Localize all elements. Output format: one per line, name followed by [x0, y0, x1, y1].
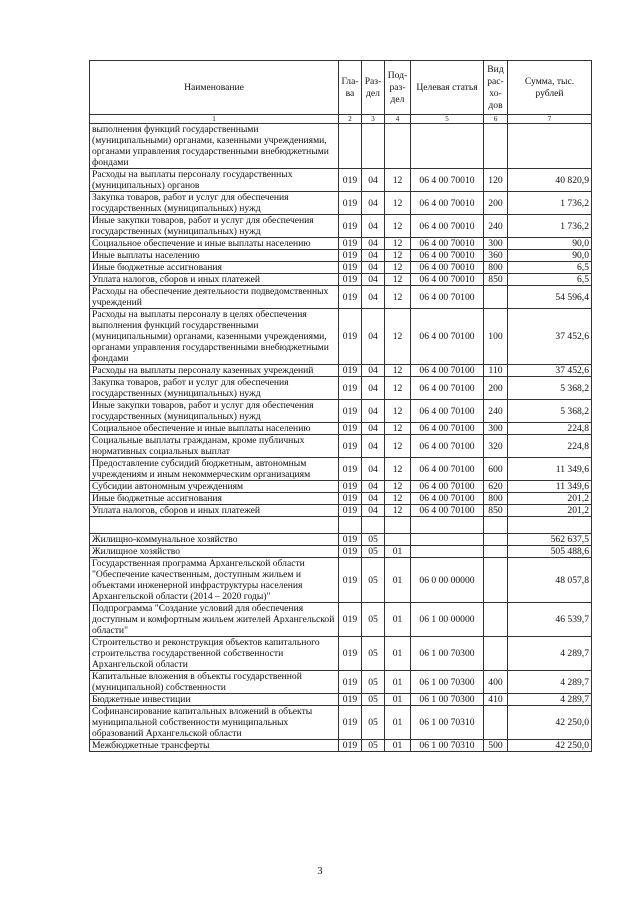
- row-podrazdel: 01: [385, 740, 411, 752]
- row-sum: 505 488,6: [508, 546, 592, 558]
- row-sum: 42 250,0: [508, 706, 592, 740]
- row-sum: 6,5: [508, 262, 592, 274]
- row-podrazdel: 01: [385, 637, 411, 671]
- row-glava: [339, 517, 362, 534]
- header-name: Наименование: [90, 61, 339, 115]
- row-razdel: 04: [362, 458, 385, 481]
- table-body: [90, 124, 592, 752]
- row-razdel: 04: [362, 365, 385, 377]
- row-podrazdel: 12: [385, 365, 411, 377]
- row-expense-type: 240: [484, 400, 508, 423]
- row-glava: 019: [339, 309, 362, 365]
- row-sum: 11 349,6: [508, 458, 592, 481]
- row-target-article: 06 4 00 70100: [411, 309, 484, 365]
- row-expense-type: [484, 286, 508, 309]
- row-glava: 019: [339, 534, 362, 546]
- table-row: [90, 435, 592, 458]
- row-target-article: 06 4 00 70010: [411, 250, 484, 262]
- row-razdel: 05: [362, 740, 385, 752]
- row-glava: 019: [339, 365, 362, 377]
- row-glava: 019: [339, 215, 362, 238]
- row-expense-type: [484, 558, 508, 603]
- row-sum: 11 349,6: [508, 481, 592, 493]
- row-target-article: 06 1 00 70300: [411, 637, 484, 671]
- table-row: [90, 505, 592, 517]
- row-sum: [508, 124, 592, 169]
- row-sum: [508, 517, 592, 534]
- row-name: Расходы на обеспечение деятельности подведомственных учреждений: [90, 286, 339, 309]
- row-name: Иные бюджетные ассигнования: [90, 493, 339, 505]
- table-row: [90, 603, 592, 637]
- column-number: 4: [385, 115, 411, 124]
- row-expense-type: 300: [484, 238, 508, 250]
- table-row: [90, 250, 592, 262]
- header-sum: Сумма, тыс. рублей: [508, 61, 592, 115]
- column-number: 7: [508, 115, 592, 124]
- row-target-article: 06 4 00 70100: [411, 493, 484, 505]
- row-name: Бюджетные инвестиции: [90, 694, 339, 706]
- row-expense-type: [484, 534, 508, 546]
- table-row: [90, 481, 592, 493]
- row-podrazdel: 12: [385, 238, 411, 250]
- row-target-article: 06 4 00 70010: [411, 215, 484, 238]
- row-target-article: 06 4 00 70010: [411, 274, 484, 286]
- row-expense-type: 320: [484, 435, 508, 458]
- row-name: Иные выплаты населению: [90, 250, 339, 262]
- row-target-article: 06 4 00 70010: [411, 238, 484, 250]
- row-sum: 90,0: [508, 250, 592, 262]
- row-razdel: 04: [362, 250, 385, 262]
- table-row: [90, 493, 592, 505]
- row-name: Капитальные вложения в объекты государственной (муниципальной) собственности: [90, 671, 339, 694]
- row-podrazdel: 12: [385, 435, 411, 458]
- table-row: [90, 423, 592, 435]
- row-podrazdel: 12: [385, 262, 411, 274]
- row-sum: 1 736,2: [508, 215, 592, 238]
- row-sum: 201,2: [508, 505, 592, 517]
- table-row: [90, 238, 592, 250]
- row-glava: 019: [339, 286, 362, 309]
- header-expense-type: Вид рас-хо-дов: [484, 61, 508, 115]
- table-row: [90, 192, 592, 215]
- row-razdel: [362, 517, 385, 534]
- table-row: [90, 286, 592, 309]
- row-glava: 019: [339, 706, 362, 740]
- row-podrazdel: 12: [385, 192, 411, 215]
- row-sum: 6,5: [508, 274, 592, 286]
- row-sum: 224,8: [508, 435, 592, 458]
- row-glava: 019: [339, 435, 362, 458]
- row-expense-type: 240: [484, 215, 508, 238]
- row-target-article: 06 4 00 70100: [411, 377, 484, 400]
- row-sum: 48 057,8: [508, 558, 592, 603]
- row-podrazdel: 01: [385, 694, 411, 706]
- row-podrazdel: 12: [385, 286, 411, 309]
- row-razdel: 04: [362, 169, 385, 192]
- row-target-article: [411, 546, 484, 558]
- row-glava: 019: [339, 546, 362, 558]
- header-glava: Гла-ва: [339, 61, 362, 115]
- row-expense-type: 110: [484, 365, 508, 377]
- row-podrazdel: [385, 534, 411, 546]
- row-razdel: 04: [362, 377, 385, 400]
- row-razdel: 05: [362, 603, 385, 637]
- row-glava: 019: [339, 169, 362, 192]
- row-podrazdel: 12: [385, 377, 411, 400]
- row-target-article: 06 4 00 70100: [411, 423, 484, 435]
- row-sum: 224,8: [508, 423, 592, 435]
- table-row: [90, 215, 592, 238]
- row-target-article: 06 4 00 70100: [411, 505, 484, 517]
- row-target-article: 06 4 00 70100: [411, 435, 484, 458]
- row-podrazdel: 01: [385, 558, 411, 603]
- row-expense-type: 850: [484, 505, 508, 517]
- row-name: Жилищно-коммунальное хозяйство: [90, 534, 339, 546]
- row-name: Софинансирование капитальных вложений в объекты муниципальной собственности муниципальных образований Архангельской области: [90, 706, 339, 740]
- row-name: Расходы на выплаты персоналу государственных (муниципальных) органов: [90, 169, 339, 192]
- row-target-article: 06 4 00 70100: [411, 365, 484, 377]
- row-glava: 019: [339, 481, 362, 493]
- header-target-article: Целевая статья: [411, 61, 484, 115]
- row-razdel: 05: [362, 546, 385, 558]
- row-glava: 019: [339, 377, 362, 400]
- row-sum: 5 368,2: [508, 377, 592, 400]
- page-number: 3: [317, 866, 323, 877]
- column-number: 5: [411, 115, 484, 124]
- row-razdel: 05: [362, 706, 385, 740]
- row-expense-type: 200: [484, 192, 508, 215]
- row-sum: 4 289,7: [508, 671, 592, 694]
- row-name: Закупка товаров, работ и услуг для обеспечения государственных (муниципальных) нужд: [90, 192, 339, 215]
- table-row: [90, 517, 592, 534]
- row-name: Иные бюджетные ассигнования: [90, 262, 339, 274]
- table-row: [90, 400, 592, 423]
- table-row: [90, 262, 592, 274]
- row-razdel: 05: [362, 637, 385, 671]
- row-target-article: 06 4 00 70010: [411, 169, 484, 192]
- row-name: Расходы на выплаты персоналу казенных учреждений: [90, 365, 339, 377]
- row-glava: 019: [339, 238, 362, 250]
- row-sum: 37 452,6: [508, 309, 592, 365]
- row-podrazdel: 01: [385, 546, 411, 558]
- table-row: [90, 365, 592, 377]
- table-row: [90, 124, 592, 169]
- row-expense-type: 360: [484, 250, 508, 262]
- column-number: 2: [339, 115, 362, 124]
- table-row: [90, 377, 592, 400]
- header-podrazdel: Под-раз-дел: [385, 61, 411, 115]
- row-razdel: 04: [362, 435, 385, 458]
- table-header-row: [90, 61, 592, 115]
- row-expense-type: 800: [484, 493, 508, 505]
- row-glava: 019: [339, 423, 362, 435]
- row-razdel: 05: [362, 694, 385, 706]
- row-razdel: 05: [362, 671, 385, 694]
- row-sum: 4 289,7: [508, 694, 592, 706]
- row-glava: 019: [339, 637, 362, 671]
- row-podrazdel: 01: [385, 671, 411, 694]
- row-expense-type: 800: [484, 262, 508, 274]
- row-podrazdel: 01: [385, 603, 411, 637]
- table-row: [90, 546, 592, 558]
- row-target-article: 06 4 00 70100: [411, 400, 484, 423]
- row-name: выполнения функций государственными (муниципальными) органами, казенными учреждениями, органами управления государственными внебюджетными фондами: [90, 124, 339, 169]
- row-glava: 019: [339, 192, 362, 215]
- table-row: [90, 671, 592, 694]
- table-row: [90, 558, 592, 603]
- column-number: 3: [362, 115, 385, 124]
- row-target-article: 06 0 00 00000: [411, 558, 484, 603]
- row-podrazdel: 12: [385, 481, 411, 493]
- row-target-article: 06 1 00 00000: [411, 603, 484, 637]
- row-name: Жилищное хозяйство: [90, 546, 339, 558]
- row-razdel: 04: [362, 238, 385, 250]
- row-target-article: 06 1 00 70300: [411, 671, 484, 694]
- column-numbers-row: [90, 115, 592, 124]
- row-sum: 40 820,9: [508, 169, 592, 192]
- row-expense-type: 600: [484, 458, 508, 481]
- row-glava: 019: [339, 458, 362, 481]
- row-expense-type: 100: [484, 309, 508, 365]
- row-glava: 019: [339, 250, 362, 262]
- row-name: Социальные выплаты гражданам, кроме публичных нормативных социальных выплат: [90, 435, 339, 458]
- row-podrazdel: 12: [385, 215, 411, 238]
- row-target-article: [411, 124, 484, 169]
- row-name: Предоставление субсидий бюджетным, автономным учреждениям и иным некоммерческим организациям: [90, 458, 339, 481]
- row-name: [90, 517, 339, 534]
- row-target-article: 06 1 00 70310: [411, 740, 484, 752]
- row-glava: 019: [339, 671, 362, 694]
- table-row: [90, 637, 592, 671]
- row-expense-type: 500: [484, 740, 508, 752]
- row-target-article: [411, 534, 484, 546]
- row-sum: 562 637,5: [508, 534, 592, 546]
- row-podrazdel: 12: [385, 274, 411, 286]
- row-expense-type: [484, 603, 508, 637]
- row-expense-type: 850: [484, 274, 508, 286]
- row-sum: 37 452,6: [508, 365, 592, 377]
- row-expense-type: [484, 124, 508, 169]
- row-glava: [339, 124, 362, 169]
- row-glava: 019: [339, 274, 362, 286]
- row-razdel: 05: [362, 558, 385, 603]
- row-razdel: 04: [362, 505, 385, 517]
- row-name: Иные закупки товаров, работ и услуг для обеспечения государственных (муниципальных) нужд: [90, 400, 339, 423]
- row-target-article: 06 4 00 70010: [411, 192, 484, 215]
- row-glava: 019: [339, 740, 362, 752]
- row-razdel: 04: [362, 262, 385, 274]
- row-razdel: 04: [362, 481, 385, 493]
- row-razdel: 04: [362, 493, 385, 505]
- row-expense-type: [484, 546, 508, 558]
- row-name: Подпрограмма "Создание условий для обеспечения доступным и комфортным жильем жителей Архангельской области": [90, 603, 339, 637]
- row-glava: 019: [339, 493, 362, 505]
- budget-table: [89, 60, 592, 752]
- row-podrazdel: [385, 124, 411, 169]
- row-podrazdel: 12: [385, 250, 411, 262]
- row-razdel: 04: [362, 215, 385, 238]
- row-sum: 1 736,2: [508, 192, 592, 215]
- row-sum: 201,2: [508, 493, 592, 505]
- row-target-article: 06 4 00 70010: [411, 262, 484, 274]
- row-podrazdel: 12: [385, 493, 411, 505]
- row-podrazdel: 12: [385, 309, 411, 365]
- row-sum: 46 539,7: [508, 603, 592, 637]
- row-name: Уплата налогов, сборов и иных платежей: [90, 505, 339, 517]
- row-glava: 019: [339, 262, 362, 274]
- row-razdel: 04: [362, 286, 385, 309]
- row-target-article: 06 4 00 70100: [411, 458, 484, 481]
- row-podrazdel: [385, 517, 411, 534]
- row-name: Межбюджетные трансферты: [90, 740, 339, 752]
- row-razdel: [362, 124, 385, 169]
- row-expense-type: [484, 706, 508, 740]
- row-name: Социальное обеспечение и иные выплаты населению: [90, 238, 339, 250]
- row-podrazdel: 12: [385, 169, 411, 192]
- row-podrazdel: 12: [385, 458, 411, 481]
- row-name: Государственная программа Архангельской области "Обеспечение качественным, доступным жильем и объектами инженерной инфраструктуры населения Архангельской области (2014 – 2020 годы)": [90, 558, 339, 603]
- row-expense-type: 620: [484, 481, 508, 493]
- row-glava: 019: [339, 694, 362, 706]
- row-razdel: 04: [362, 192, 385, 215]
- row-name: Расходы на выплаты персоналу в целях обеспечения выполнения функций государственными (муниципальными) органами, казенными учреждениями, органами управления государственными внебюджетными фондами: [90, 309, 339, 365]
- row-sum: 54 596,4: [508, 286, 592, 309]
- row-name: Субсидии автономным учреждениям: [90, 481, 339, 493]
- row-razdel: 04: [362, 423, 385, 435]
- row-name: Строительство и реконструкция объектов капитального строительства государственной собственности Архангельской области: [90, 637, 339, 671]
- table-row: [90, 706, 592, 740]
- row-razdel: 04: [362, 400, 385, 423]
- header-razdel: Раз-дел: [362, 61, 385, 115]
- row-expense-type: [484, 637, 508, 671]
- row-razdel: 04: [362, 274, 385, 286]
- table-row: [90, 274, 592, 286]
- row-expense-type: [484, 517, 508, 534]
- row-razdel: 04: [362, 309, 385, 365]
- row-expense-type: 300: [484, 423, 508, 435]
- row-target-article: 06 1 00 70300: [411, 694, 484, 706]
- table-row: [90, 169, 592, 192]
- row-name: Иные закупки товаров, работ и услуг для обеспечения государственных (муниципальных) нужд: [90, 215, 339, 238]
- column-number: 1: [90, 115, 339, 124]
- column-number: 6: [484, 115, 508, 124]
- row-sum: 4 289,7: [508, 637, 592, 671]
- row-expense-type: 120: [484, 169, 508, 192]
- row-target-article: 06 1 00 70310: [411, 706, 484, 740]
- row-target-article: [411, 517, 484, 534]
- row-sum: 90,0: [508, 238, 592, 250]
- row-expense-type: 400: [484, 671, 508, 694]
- table-row: [90, 534, 592, 546]
- row-podrazdel: 12: [385, 400, 411, 423]
- row-podrazdel: 01: [385, 706, 411, 740]
- row-glava: 019: [339, 603, 362, 637]
- row-target-article: 06 4 00 70100: [411, 286, 484, 309]
- table-row: [90, 740, 592, 752]
- row-name: Закупка товаров, работ и услуг для обеспечения государственных (муниципальных) нужд: [90, 377, 339, 400]
- row-expense-type: 200: [484, 377, 508, 400]
- row-glava: 019: [339, 558, 362, 603]
- table-row: [90, 458, 592, 481]
- row-razdel: 05: [362, 534, 385, 546]
- table-row: [90, 309, 592, 365]
- row-sum: 42 250,0: [508, 740, 592, 752]
- row-glava: 019: [339, 505, 362, 517]
- row-sum: 5 368,2: [508, 400, 592, 423]
- row-glava: 019: [339, 400, 362, 423]
- row-expense-type: 410: [484, 694, 508, 706]
- row-name: Социальное обеспечение и иные выплаты населению: [90, 423, 339, 435]
- row-target-article: 06 4 00 70100: [411, 481, 484, 493]
- table-row: [90, 694, 592, 706]
- row-name: Уплата налогов, сборов и иных платежей: [90, 274, 339, 286]
- row-podrazdel: 12: [385, 505, 411, 517]
- row-podrazdel: 12: [385, 423, 411, 435]
